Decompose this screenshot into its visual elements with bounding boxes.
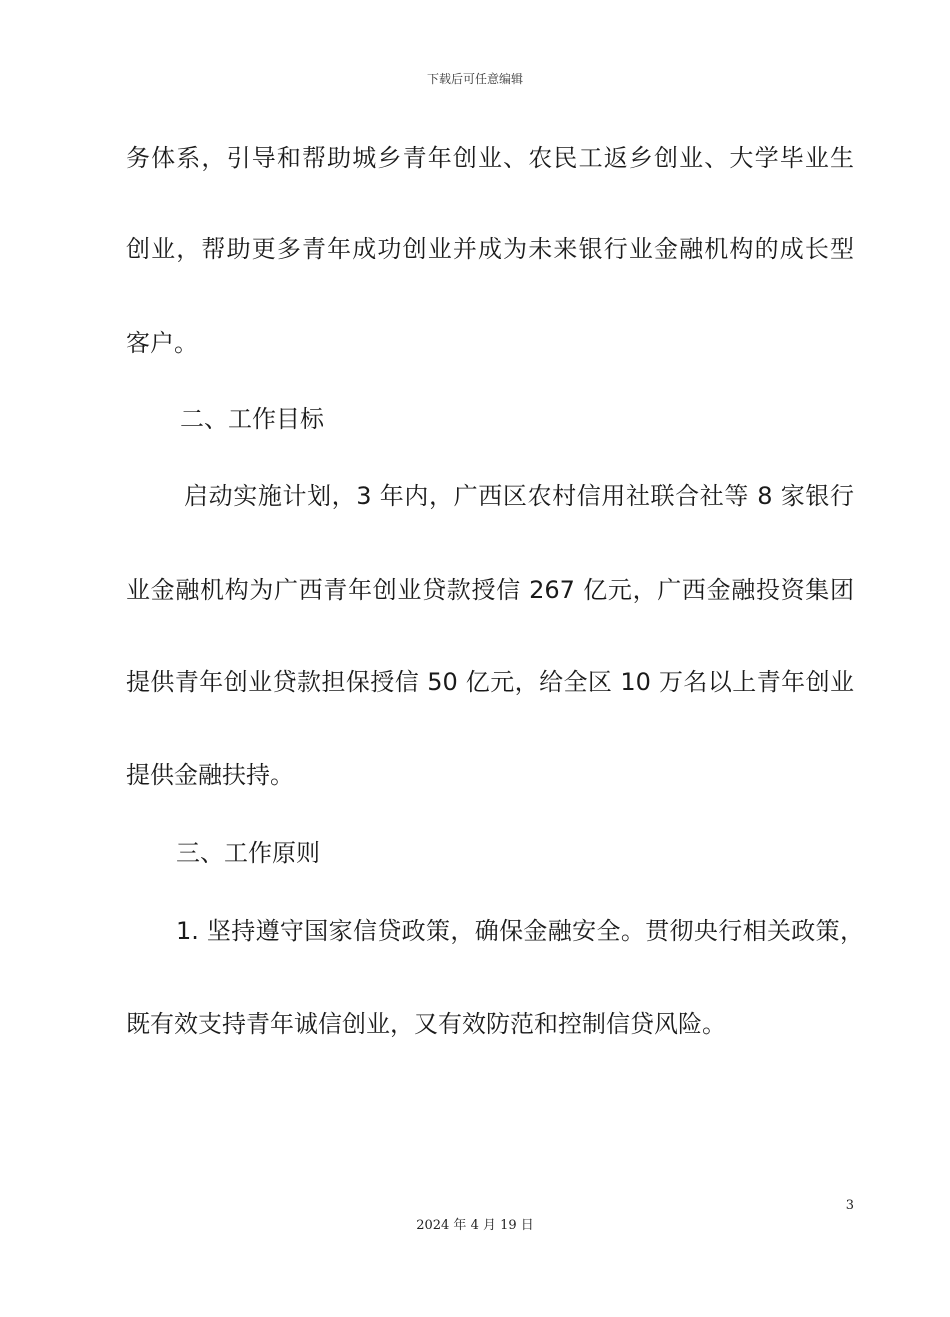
- body-line-5: 启动实施计划，3 年内，广西区农村信用社联合社等 8 家银行: [184, 482, 854, 510]
- section-heading-principles: 三、工作原则: [176, 839, 320, 867]
- body-line-1: 务体系，引导和帮助城乡青年创业、农民工返乡创业、大学毕业生: [126, 144, 854, 172]
- footer-date: 2024 年 4 月 19 日: [416, 1218, 534, 1233]
- page-number: 3: [845, 1198, 854, 1213]
- body-line-10: 1. 坚持遵守国家信贷政策，确保金融安全。贯彻央行相关政策，: [176, 917, 864, 945]
- body-line-7: 提供青年创业贷款担保授信 50 亿元，给全区 10 万名以上青年创业: [126, 668, 854, 696]
- body-line-11: 既有效支持青年诚信创业，又有效防范和控制信贷风险。: [126, 1010, 726, 1038]
- section-heading-goals: 二、工作目标: [180, 405, 324, 433]
- body-line-6: 业金融机构为广西青年创业贷款授信 267 亿元，广西金融投资集团: [126, 576, 854, 604]
- body-line-8: 提供金融扶持。: [126, 761, 294, 789]
- body-line-3: 客户。: [126, 329, 198, 357]
- page-header: 下载后可任意编辑: [426, 72, 523, 86]
- body-line-2: 创业，帮助更多青年成功创业并成为未来银行业金融机构的成长型: [126, 235, 854, 263]
